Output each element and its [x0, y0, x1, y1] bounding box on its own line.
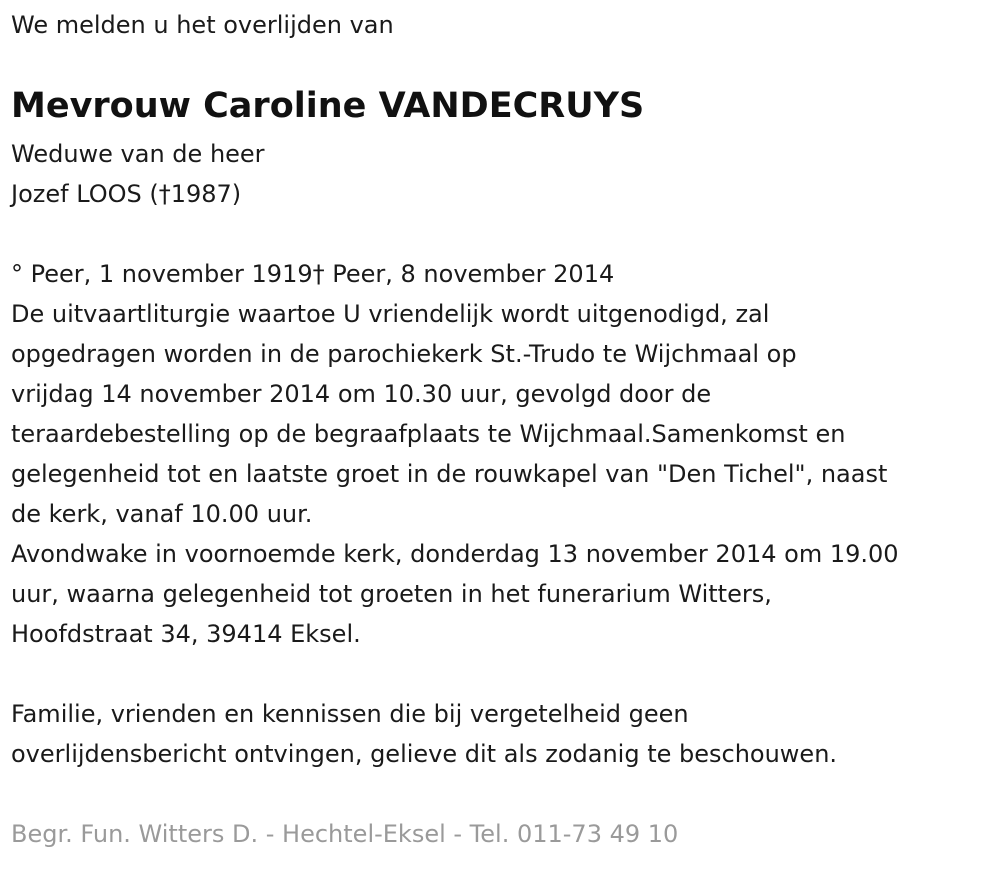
family-notice-line: Familie, vrienden en kennissen die bij vergetelheid geen	[11, 700, 689, 728]
funeral-details-line: gelegenheid tot en laatste groet in de rouwkapel van "Den Tichel", naast	[11, 460, 888, 488]
funeral-details-line: Hoofdstraat 34, 39414 Eksel.	[11, 620, 361, 648]
deceased-name: Mevrouw Caroline VANDECRUYS	[11, 86, 645, 126]
widow-line-2: Jozef LOOS (†1987)	[11, 180, 242, 208]
funeral-details-line: opgedragen worden in de parochiekerk St.-Trudo te Wijchmaal op	[11, 340, 797, 368]
funeral-details-line: de kerk, vanaf 10.00 uur.	[11, 500, 313, 528]
funeral-details-line: De uitvaartliturgie waartoe U vriendelijk wordt uitgenodigd, zal	[11, 300, 770, 328]
intro-text: We melden u het overlijden van	[11, 11, 394, 39]
funeral-details-line: Avondwake in voornoemde kerk, donderdag 13 november 2014 om 19.00	[11, 540, 899, 568]
funeral-details-line: vrijdag 14 november 2014 om 10.30 uur, gevolgd door de	[11, 380, 712, 408]
birth-death-dates: ° Peer, 1 november 1919† Peer, 8 november 2014	[11, 260, 615, 288]
funeral-home-footer: Begr. Fun. Witters D. - Hechtel-Eksel - Tel. 011-73 49 10	[11, 820, 679, 848]
widow-line-1: Weduwe van de heer	[11, 140, 265, 168]
funeral-details-line: uur, waarna gelegenheid tot groeten in het funerarium Witters,	[11, 580, 772, 608]
family-notice-line: overlijdensbericht ontvingen, gelieve dit als zodanig te beschouwen.	[11, 740, 838, 768]
funeral-details-line: teraardebestelling op de begraafplaats te Wijchmaal.Samenkomst en	[11, 420, 846, 448]
funeral-details	[11, 294, 986, 654]
family-notice	[11, 694, 837, 774]
